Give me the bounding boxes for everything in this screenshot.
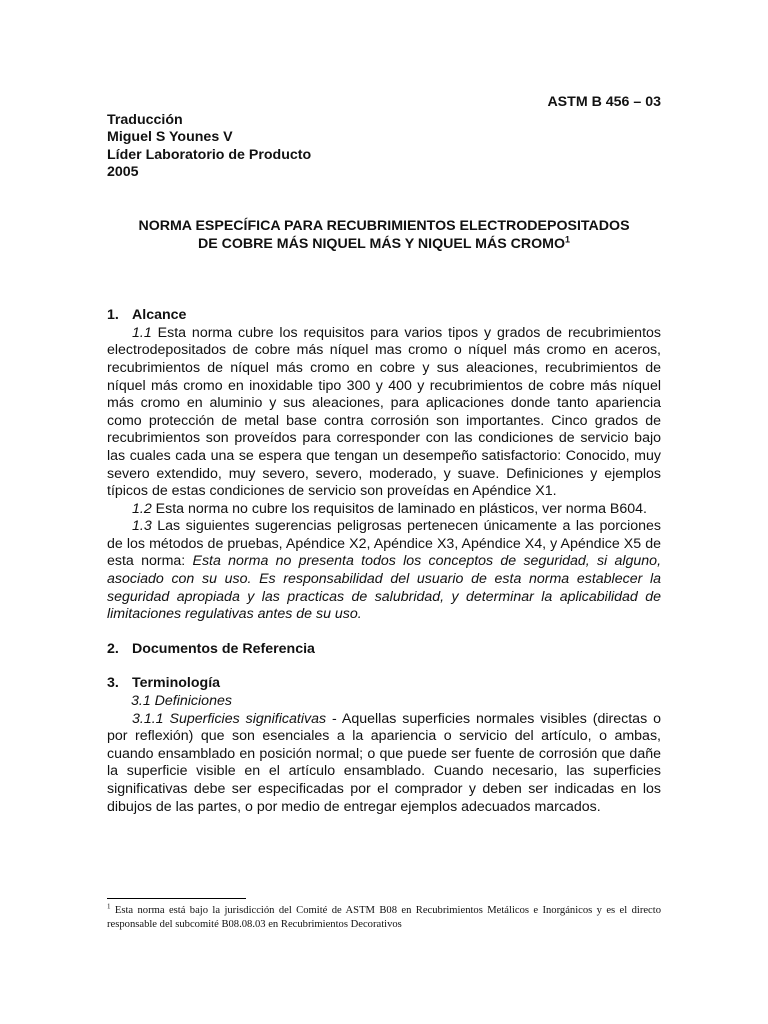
paragraph-3-1-1: 3.1.1 Superficies significativas - Aquellas superficies normales visibles (directas o por reflexión) que son esenciales a la apariencia o servicio del artículo, o ambas, cuando ensamblado en posición normal; o que puede ser fuente de corrosión que dañe la superficie visible en el artículo ensamblado. Cuando necesario, las superficies significativas debe ser especificadas por el comprador y deben ser indicadas en los dibujos de las partes, o por medio de entregar ejemplos adecuados marcados.: [107, 710, 661, 815]
title-line-2: DE COBRE MÁS NIQUEL MÁS Y NIQUEL MÁS CROMO$^1$: [197, 233, 571, 252]
section-3-heading: 3. Terminología: [107, 675, 221, 692]
translation-year: 2005: [107, 164, 139, 181]
title-line-1: NORMA ESPECÍFICA PARA RECUBRIMIENTOS ELECTRODEPOSITADOS: [138, 217, 630, 234]
author-block: [107, 112, 661, 182]
section-2-heading: 2. Documentos de Referencia: [107, 640, 315, 657]
subsection-3-1: 3.1 Definiciones: [131, 693, 232, 710]
document-page: [107, 94, 661, 816]
paragraph-1-2: 1.2 Esta norma no cubre los requisitos de laminado en plásticos, ver norma B604.: [132, 500, 647, 517]
document-code: ASTM B 456 – 03: [547, 94, 661, 110]
translator-role: Líder Laboratorio de Producto: [107, 146, 312, 163]
translation-label: Traducción: [107, 111, 183, 128]
footnote-divider: [107, 898, 246, 899]
section-1-heading: 1. Alcance: [107, 307, 187, 324]
footnote-marker: 1: [565, 233, 571, 244]
footnote: $^1$ Esta norma está bajo la jurisdicción del Comité de ASTM B08 en Recubrimientos Metálicos e Inorgánicos y es el directo responsable del subcomité B08.08.03 en Recubrimientos Decorativos: [107, 902, 661, 930]
translator-name: Miguel S Younes V: [107, 129, 233, 146]
paragraph-1-1: 1.1 Esta norma cubre los requisitos para varios tipos y grados de recubrimientos electrodepositados de cobre más níquel mas cromo o níquel más cromo en aceros, recubrimientos de níquel más cromo en cobre y sus aleaciones, recubrimientos de níquel más cromo en inoxidable tipo 300 y 400 y recubrimientos de cobre más níquel más cromo en aluminio y sus aleaciones, para aplicaciones donde tanto apariencia como protección de metal base contra corrosión son importantes. Cinco grados de recubrimientos son proveídos para corresponder con las condiciones de servicio bajo las cuales cada una se espera que tengan un desempeño satisfactorio: Conocido, muy severo extendido, muy severo, severo, moderado, y suave. Definiciones y ejemplos típicos de estas condiciones de servicio son proveídas en Apéndice X1.: [107, 324, 661, 500]
paragraph-1-3: 1.3 Las siguientes sugerencias peligrosas pertenecen únicamente a las porciones de los métodos de pruebas, Apéndice X2, Apéndice X3, Apéndice X4, y Apéndice X5 de esta norma: Esta norma no presenta todos los conceptos de seguridad, si alguno, asociado con su uso. Es responsabilidad del usuario de esta norma establecer la seguridad apropiada y las practicas de salubridad, y determinar la aplicabilidad de limitaciones regulativas antes de su uso.: [107, 518, 662, 623]
document-title: [107, 218, 661, 253]
